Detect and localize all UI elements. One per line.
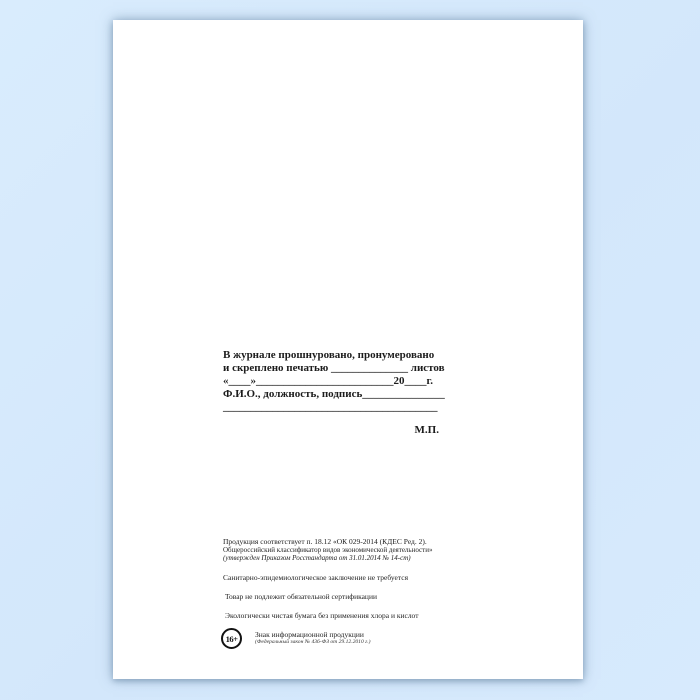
eco-paper-notice: Экологически чистая бумага без применения хлора и кислот	[225, 611, 419, 620]
sanitary-notice: Санитарно-эпидемиологическое заключение не требуется	[223, 573, 409, 582]
age-rating-text	[255, 630, 371, 646]
age-16plus-icon: 16+	[221, 628, 242, 649]
age-rating-block	[221, 628, 371, 649]
product-compliance-line-2: Общероссийский классификатор видов экономической деятельности»	[223, 546, 433, 554]
stamp-place-label: М.П.	[414, 424, 439, 436]
certification-notice: Товар не подлежит обязательной сертификации	[225, 592, 377, 601]
product-compliance-line-3: (утвержден Приказом Росстандарта от 31.01.2014 № 14-ст)	[223, 554, 411, 562]
binding-line-3-date: «____»_________________________20____г.	[223, 375, 434, 387]
binding-line-2: и скреплено печатью ______________ листов	[223, 362, 445, 374]
binding-line-5-blank: _______________________________________	[223, 401, 438, 413]
product-compliance-paragraph	[223, 538, 463, 562]
journal-back-page	[113, 20, 583, 679]
product-compliance-line-1: Продукция соответствует п. 18.12 «ОК 029-2014 (КДЕС Ред. 2).	[223, 537, 427, 546]
binding-certification-block	[223, 349, 445, 414]
age-rating-law-reference: (Федеральный закон № 436-ФЗ от 29.12.2010 г.)	[255, 639, 371, 645]
age-rating-label: Знак информационной продукции	[255, 630, 364, 639]
binding-line-4-signature: Ф.И.О., должность, подпись_______________	[223, 388, 445, 400]
binding-line-1: В журнале прошнуровано, пронумеровано	[223, 349, 435, 361]
